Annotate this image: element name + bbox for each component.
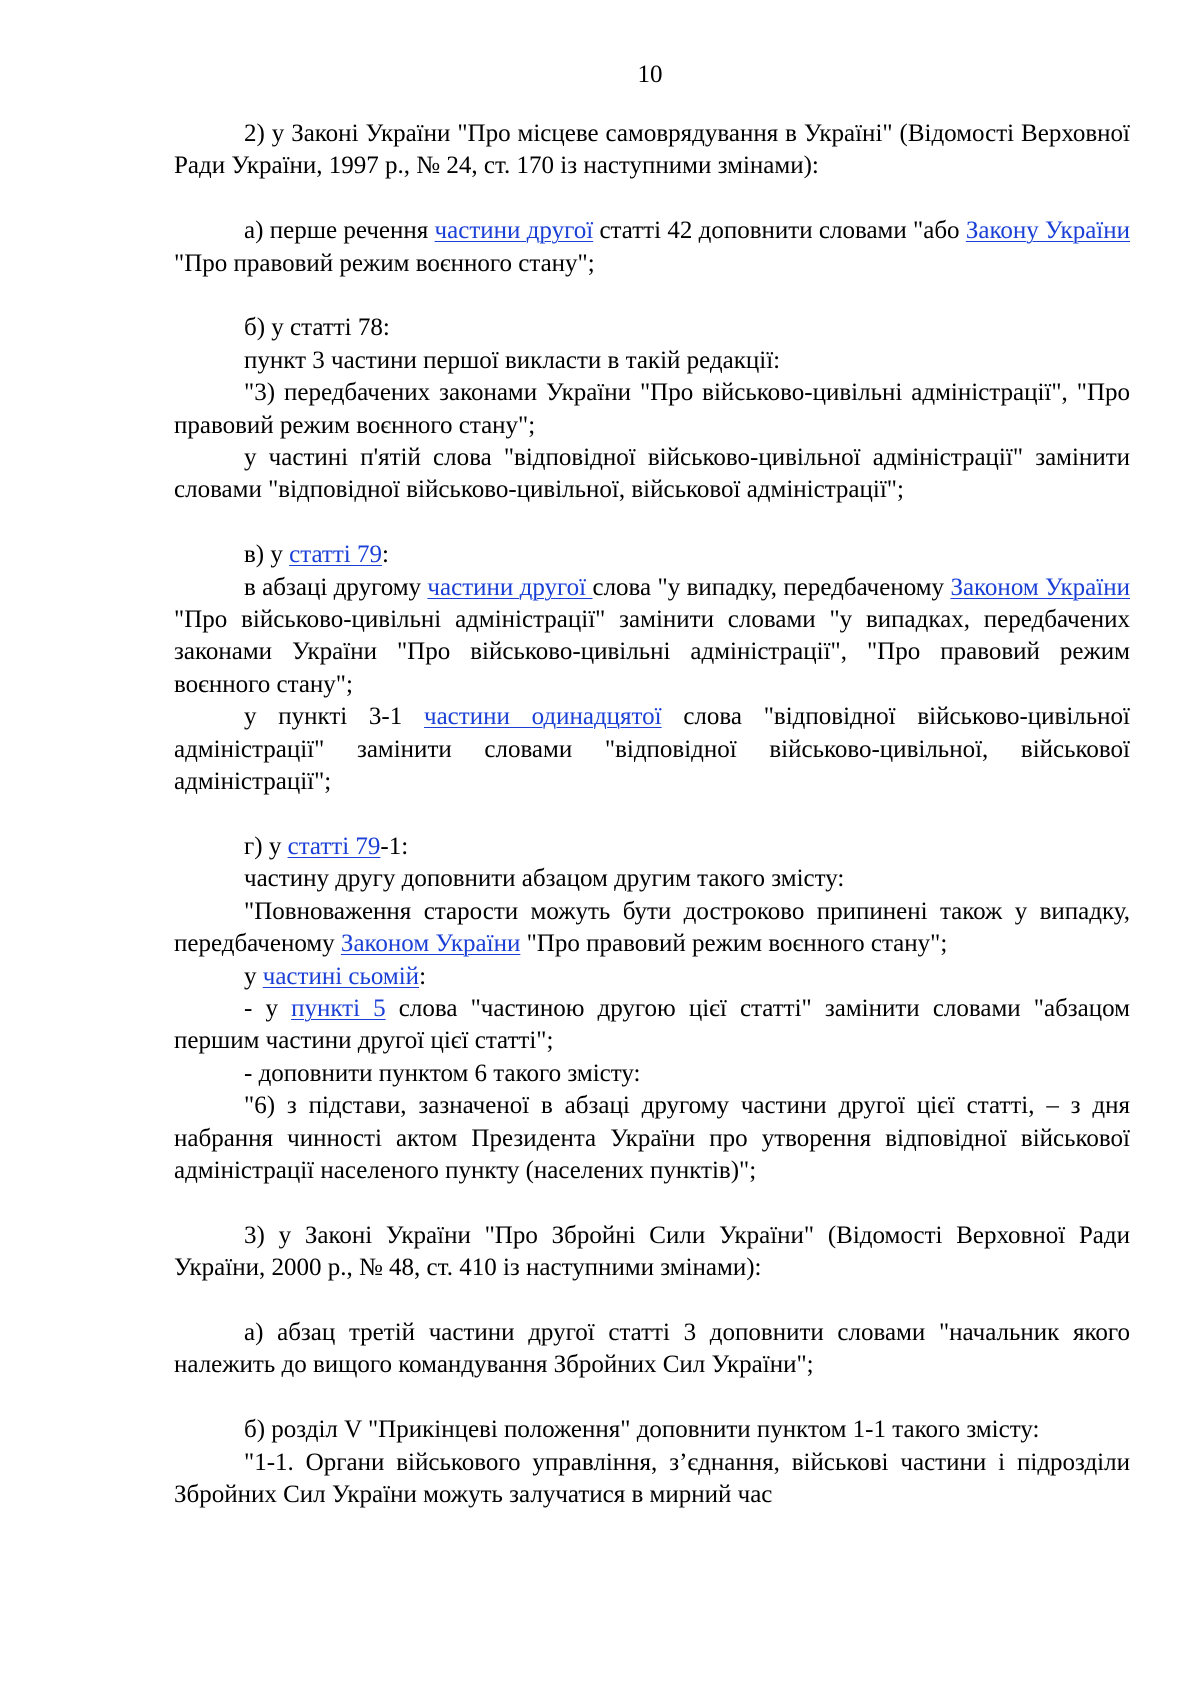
link-law-of-ukraine[interactable]: Законом України bbox=[950, 573, 1130, 601]
page-number: 10 bbox=[637, 61, 663, 88]
text-fragment: в абзаці другому bbox=[244, 573, 428, 601]
text-fragment: "Повноваження старости можуть бути достроково припинені також у випадку, передбаченому bbox=[174, 897, 1130, 958]
text-fragment: "Про правовий режим воєнного стану"; bbox=[174, 249, 595, 277]
text-fragment: - у bbox=[244, 994, 292, 1022]
text-fragment: слова "частиною другою цієї статті" замінити словами "абзацом першим частини другої цієї статті"; bbox=[174, 994, 1131, 1055]
text-fragment: в) у bbox=[244, 541, 290, 569]
paragraph-item-b-article-78: б) у статті 78: bbox=[244, 314, 390, 342]
paragraph-add-clause-6: - доповнити пунктом 6 такого змісту: bbox=[244, 1059, 641, 1087]
paragraph-gap bbox=[174, 507, 1130, 539]
paragraph-gap bbox=[174, 1187, 1130, 1219]
paragraph-clause-3-text: "3) передбачених законами України "Про військово-цивільні адміністрації", "Про правовий режим воєнного стану"; bbox=[174, 379, 1130, 439]
document-body bbox=[174, 118, 1130, 1511]
link-part-seven[interactable]: частині сьомій bbox=[262, 962, 420, 990]
link-article-79[interactable]: статті 79 bbox=[287, 832, 381, 860]
link-part-two[interactable]: частини другої bbox=[434, 217, 594, 245]
text-fragment: у bbox=[244, 962, 263, 990]
paragraph-gap bbox=[174, 280, 1130, 312]
text-fragment: г) у bbox=[244, 832, 288, 860]
paragraph-part-five: у частині п'ятій слова "відповідної військово-цивільної адміністрації" замінити словами "відповідної військово-цивільної, військової адміністрації"; bbox=[174, 444, 1130, 504]
paragraph-clause-5 bbox=[174, 993, 1130, 1058]
paragraph-item-v-article-79 bbox=[174, 539, 1130, 571]
paragraph-item-g-article-79-1 bbox=[174, 831, 1130, 863]
paragraph-clause-1-1-text: "1-1. Органи військового управління, з’єднання, військові частини і підрозділи Збройних Сил України можуть залучатися в мирний час bbox=[174, 1448, 1130, 1508]
link-law-of-ukraine[interactable]: Законом України bbox=[340, 930, 521, 958]
text-fragment: : bbox=[381, 541, 389, 569]
link-part-eleven[interactable]: частини одинадцятої bbox=[424, 703, 662, 731]
link-law-of-ukraine[interactable]: Закону України bbox=[965, 217, 1131, 245]
paragraph-starosta-powers bbox=[174, 896, 1130, 961]
text-fragment: "Про військово-цивільні адміністрації" замінити словами "у випадках, передбачених законами України "Про військово-цивільні адміністрації", "Про правовий режим воєнного стану"; bbox=[174, 606, 1130, 698]
text-fragment: слова "відповідної військово-цивільної адміністрації" замінити словами "відповідної військово-цивільної, військової адміністрації"; bbox=[174, 703, 1130, 796]
text-fragment: статті 42 доповнити словами "або bbox=[593, 217, 966, 245]
paragraph-gap bbox=[174, 798, 1130, 830]
paragraph-part-two-supplement: частину другу доповнити абзацом другим такого змісту: bbox=[244, 865, 845, 893]
paragraph-part-seven bbox=[174, 961, 1130, 993]
paragraph-clause-3-1 bbox=[174, 701, 1130, 798]
paragraph-gap bbox=[174, 1285, 1130, 1317]
text-fragment: а) перше речення bbox=[244, 217, 435, 245]
paragraph-law-local-self-government: 2) у Законі України "Про місцеве самоврядування в Україні" (Відомості Верховної Ради України, 1997 р., № 24, ст. 170 із наступними змінами): bbox=[174, 120, 1130, 180]
paragraph-clause-6-text: "6) з підстави, зазначеної в абзаці другому частини другої цієї статті, – з дня набрання чинності актом Президента України про утворення відповідної військової адміністрації населеного пункту (населених пунктів)"; bbox=[174, 1092, 1130, 1184]
paragraph-item-a-article-3: а) абзац третій частини другої статті 3 доповнити словами "начальник якого належить до вищого командування Збройних Сил України"; bbox=[174, 1318, 1130, 1379]
paragraph-item-a-article-42 bbox=[174, 215, 1130, 280]
text-fragment: -1: bbox=[380, 832, 409, 860]
paragraph-item-b-section-v: б) розділ V "Прикінцеві положення" доповнити пунктом 1-1 такого змісту: bbox=[244, 1416, 1040, 1444]
paragraph-gap bbox=[174, 1382, 1130, 1414]
link-clause-5[interactable]: пункті 5 bbox=[291, 994, 386, 1022]
paragraph-gap bbox=[174, 183, 1130, 215]
text-fragment: слова "у випадку, передбаченому bbox=[592, 573, 951, 601]
link-part-two[interactable]: частини другої bbox=[427, 573, 593, 601]
text-fragment: : bbox=[419, 962, 427, 990]
link-article-79[interactable]: статті 79 bbox=[289, 541, 382, 569]
paragraph-abstract-two bbox=[174, 572, 1130, 702]
paragraph-law-armed-forces: 3) у Законі України "Про Збройні Сили України" (Відомості Верховної Ради України, 2000 р., № 48, ст. 410 із наступними змінами): bbox=[174, 1221, 1130, 1282]
text-fragment: "Про правовий режим воєнного стану"; bbox=[520, 930, 948, 958]
paragraph-clause-3-part-one: пункт 3 частини першої викласти в такій редакції: bbox=[244, 346, 781, 374]
text-fragment: у пункті 3-1 bbox=[244, 703, 425, 731]
